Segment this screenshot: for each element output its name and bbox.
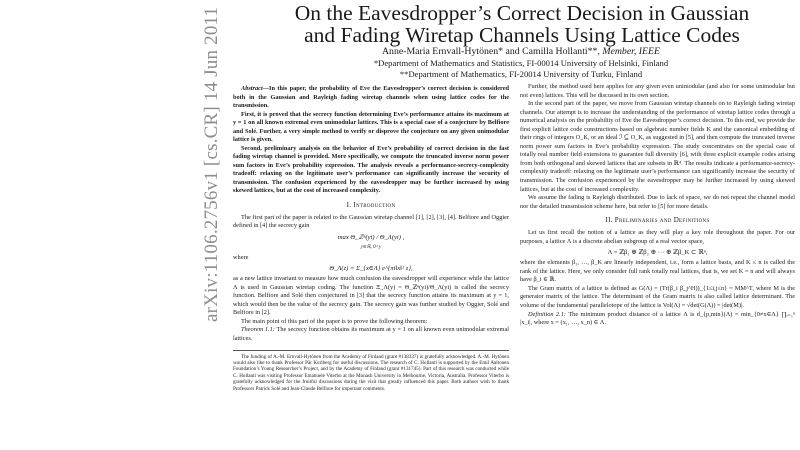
right-column <box>520 83 795 328</box>
prelim-paragraph-3: The Gram matrix of a lattice is defined as G(Λ) = (Tr(β_i β_j^H))_{1≤i,j≤n} = MM^T, where M is the generator matrix of the lattice. The determinant of the Gram matrix is also called lattice determinant. The volume of the fundamental parallelotope of the lattice is Vol(Λ) = √det(G(Λ)) = |det(M)|. <box>520 284 795 310</box>
abstract-label: Abstract <box>241 85 263 92</box>
title-line-1: On the Eavesdropper’s Correct Decision in Gaussian <box>294 1 750 25</box>
affiliation-1: *Department of Mathematics and Statistics, FI-00014 University of Helsinki, Finland <box>373 58 669 68</box>
definition-text: The minimum product distance of a lattice Λ is d_{p,min}(Λ) = min_{0≠x∈Λ} ∏ᵢ₌₁ⁿ |x_i|, where x = (x₁, …, x_n) ∈ Λ. <box>520 310 795 327</box>
equation-theta-series: Θ_Λ(z) = Σ_{x∈Λ} e^{πi‖x‖² z}, <box>329 265 413 273</box>
where-text: where <box>233 253 249 261</box>
right-paragraph-3: We assume the fading is Rayleigh distributed. Due to lack of space, we do not repeat the channel model nor the detailed transmission scheme here, but refer to [5] for more details. <box>520 194 795 210</box>
right-paragraph-2: In the second part of the paper, we move from Gaussian wiretap channels on to Rayleigh fading wiretap channels. Our attempt is to increase the understanding of the performance of wiretap lattice codes through a numerical analysis on the probability of Eve the Eavesdropper’s correct decision. To this end, we provide the first explicit lattice code constructions based on algebraic number fields K and the canonical embedding of their rings of integers O_K, or an ideal ℐ ⊆ O_K, as suggested in [5], and then compute the truncated inverse norm power sum factors in Eve’s probability expression. The study concentrates on the special case of totally real number field extensions to guarantee full diversity [6], with three explicit example codes arising from both orthogonal and skewed lattices that are subsets in ℝ⁴. The results indicate a performance-secrecy-complexity tradeoff: relaxing on the legitimate user’s performance can significantly increase the security of transmission. The confusion experienced by the eavesdropper may be further increased by using skewed lattices, but at the cost of increased complexity. <box>520 100 795 193</box>
prelim-paragraph-1: Let us first recall the notion of a lattice as they will play a key role throughout the paper. For our purposes, a lattice Λ is a discrete abelian subgroup of a real vector space, <box>520 229 795 245</box>
author-membership: Member, IEEE <box>602 46 661 57</box>
left-column <box>233 85 509 392</box>
right-paragraph-1: Further, the method used here applies for any given even unimodular (and also for some unimodular but not even) lattices. This will be discussed in its own section. <box>520 83 795 99</box>
section-heading-preliminaries: II. Preliminaries and Definitions <box>605 216 710 225</box>
intro-paragraph-3: The main point of this part of the paper is to prove the following theorem: <box>241 317 428 325</box>
abstract-paragraph-2: First, it is proved that the secrecy function determining Eve’s performance attains its maximum at y = 1 on all known extremal even unimodular lattices. This is a special case of a conjecture by Belfiore and Solé. Further, a very simple method to verify or disprove the conjecture on any given unimodular lattice is given. <box>233 110 509 143</box>
theorem-1-1 <box>233 326 509 343</box>
equation-secrecy-gain-subscript: y∈ℝ, 0<y <box>360 244 382 250</box>
affiliation-2: **Department of Mathematics, FI-20014 University of Turku, Finland <box>399 69 643 79</box>
definition-2-1 <box>520 311 795 328</box>
section-heading-introduction: I. Introduction <box>346 200 396 209</box>
author-list: Anne-Maria Ernvall-Hytönen* and Camilla Hollanti**, <box>381 46 603 57</box>
abstract-paragraph-1 <box>233 85 509 111</box>
equation-secrecy-gain-body: max Θ_ℤⁿ(yi) / Θ_Λ(yi) , <box>337 233 405 241</box>
intro-paragraph-1: The first part of the paper is related to the Gaussian wiretap channel [1], [2], [3], [4]. Belfiore and Oggier defined in [4] the secrecy gain <box>233 213 509 230</box>
equation-lattice: Λ = ℤβ₁ ⊕ ℤβ₂ ⊕ ··· ⊕ ℤβ_K ⊂ ℝⁿ, <box>607 249 708 257</box>
intro-paragraph-2: as a new lattice invariant to measure how much confusion the eavesdropper will experience while the lattice Λ is used in Gaussian wiretap coding. The function Ξ_Λ(y) = Θ_ℤⁿ(yi)/Θ_Λ(yi) is called the secrecy function. Belfiore and Solé then conjectured in [3] that the secrecy function attains its maximum at y = 1, which would then be the value of the secrecy gain. The secrecy gain was further studied by Oggier, Solé and Belfiore in [2]. <box>233 275 509 317</box>
equation-secrecy-gain <box>233 233 509 252</box>
prelim-paragraph-2: where the elements β₁, …, β_K are linearly independent, i.e., form a lattice basis, and K ≤ n is called the rank of the lattice. Here, we only consider full rank totally real lattices, that is, we set K = n and will always have β_i ∈ ℝ. <box>520 259 795 284</box>
theorem-text: The secrecy function obtains its maximum at y = 1 on all known even unimodular extremal lattices. <box>233 326 510 342</box>
title-line-2: and Fading Wiretap Channels Using Lattice Codes <box>304 23 740 47</box>
author-names <box>232 46 800 57</box>
abstract-text-1: —In this paper, the probability of Eve the Eavesdropper’s correct decision is considered both in the Gaussian and Rayleigh fading wiretap channels when using lattice codes for the transmission. <box>233 85 509 109</box>
funding-footnote <box>233 350 509 392</box>
author-block <box>232 46 800 80</box>
footnote-text: The funding of A.-M. Ernvall-Hytönen from the Academy of Finland (grant #138337) is gratefully acknowledged. A.-M. Hytönen would also like to thank Professor Pär Kurlberg for useful discussions. The research of C. Hollanti is supported by the Emil Aaltonen Foundation’s Young Researcher’s Project, and by the Academy of Finland (grant #131745). Part of this research was conducted while C. Hollanti was visiting Professor Emanuele Viterbo at the Monash University in Melbourne, Victoria, Australia. Professor Viterbo is gratefully acknowledged for the fruitful discussions during the visit that greatly influenced this paper. Both authors wish to thank Professors Patrick Solé and Jean-Claude Belfiore for important comments. <box>233 353 509 392</box>
paper-title <box>232 2 800 46</box>
abstract-paragraph-3: Second, preliminary analysis on the behavior of Eve’s probability of correct decision in the fast fading wiretap channel is provided. More specifically, we compute the truncated inverse norm power sum factors in Eve’s probability expression. The analysis reveals a performance-secrecy-complexity tradeoff: relaxing on the legitimate user’s performance can significantly increase the security of transmission. The confusion experienced by the eavesdropper may be further increased by using skewed lattices, but at the cost of increased complexity. <box>233 144 509 194</box>
definition-label: Definition 2.1: <box>528 310 566 318</box>
theorem-label: Theorem 1.1: <box>241 326 275 334</box>
abstract <box>233 85 509 196</box>
arxiv-stamp: arXiv:1106.2756v1 [cs.CR] 14 Jun 2011 <box>201 6 222 322</box>
